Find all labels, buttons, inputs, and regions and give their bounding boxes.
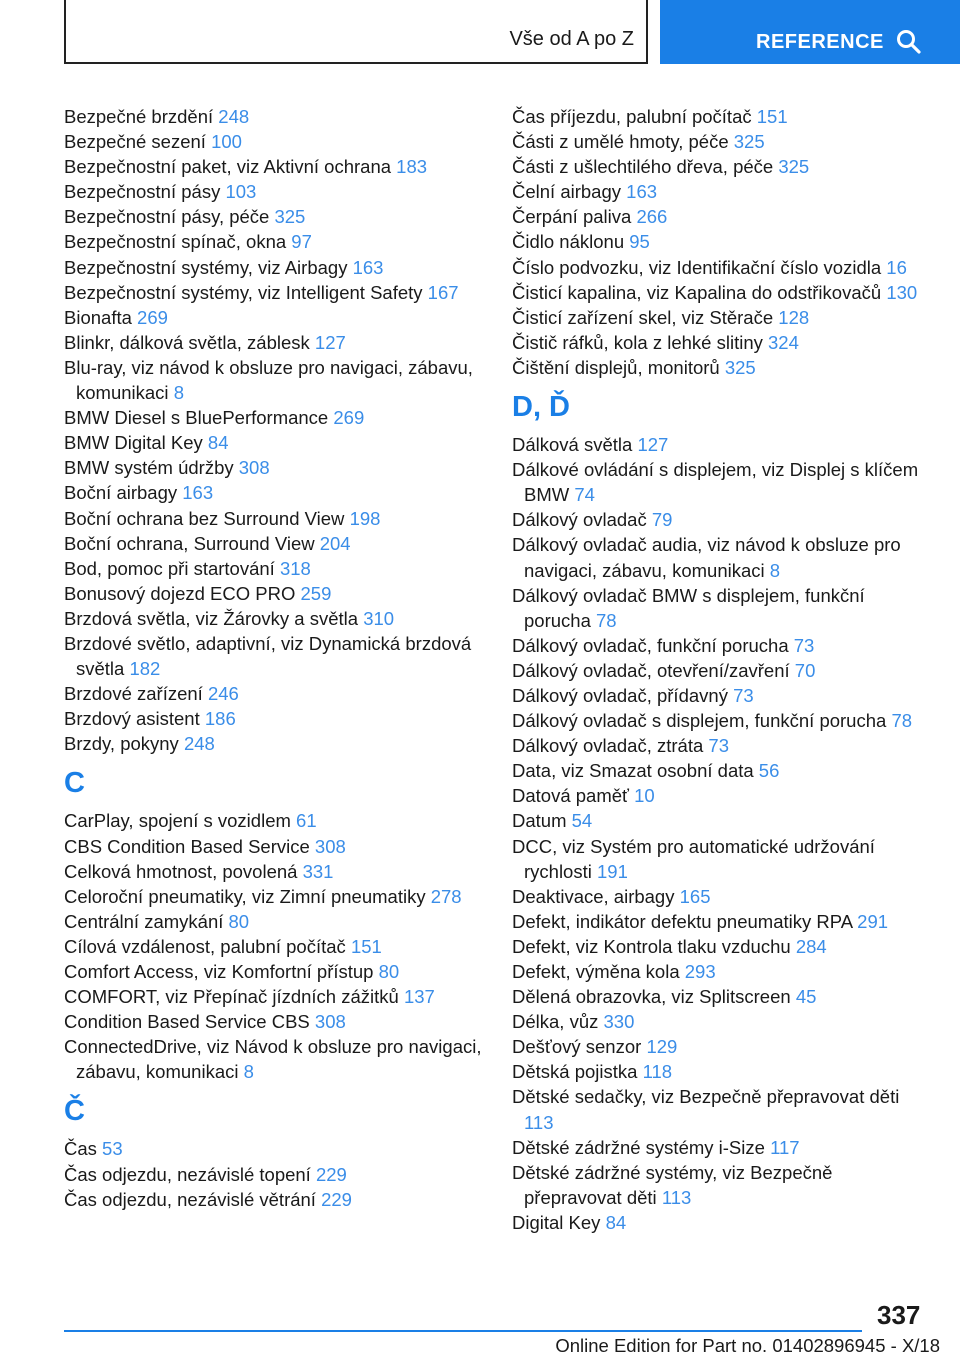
- entry-text: Condition Based Service CBS: [64, 1011, 310, 1033]
- entry-text: Dětská pojistka: [512, 1061, 638, 1083]
- entry-text: Čistič ráfků, kola z lehké slitiny: [512, 331, 763, 353]
- entry-text: Části z umělé hmoty, péče: [512, 131, 729, 153]
- entry-text: Čisticí zařízení skel, viz Stěrače: [512, 306, 774, 328]
- page-link[interactable]: 269: [333, 407, 365, 429]
- entry-text: Brzdové světlo, adaptivní, viz Dynamická brzdová světla: [64, 632, 472, 680]
- index-entry: [64, 154, 484, 179]
- section-heading: Č: [64, 1095, 85, 1128]
- index-entry: [512, 1009, 932, 1034]
- page-link[interactable]: 74: [574, 484, 595, 506]
- entry-text: Dálkový ovladač, ztráta: [512, 735, 704, 757]
- page-link[interactable]: 204: [319, 532, 351, 554]
- page-link[interactable]: 95: [629, 231, 650, 253]
- entry-text: BMW Diesel s BluePerformance: [64, 407, 329, 429]
- header-reference-tab[interactable]: [660, 0, 960, 64]
- page-link[interactable]: 84: [207, 432, 229, 454]
- entry-text: Celková hmotnost, povolená: [64, 860, 298, 882]
- entry-text: Defekt, viz Kontrola tlaku vzduchu: [512, 935, 791, 957]
- index-entry: [512, 532, 932, 582]
- entry-text: Bezpečnostní systémy, viz Airbagy: [64, 256, 348, 278]
- index-entry: [64, 1162, 484, 1187]
- index-entry: [512, 783, 932, 808]
- entry-text: Boční ochrana, Surround View: [64, 532, 315, 554]
- index-entry: [64, 330, 484, 355]
- index-entry: [512, 104, 932, 129]
- section-heading: C: [64, 767, 85, 800]
- page-link[interactable]: 127: [314, 331, 346, 353]
- entry-text: Bezpečné sezení: [64, 131, 206, 153]
- index-entry: [512, 457, 932, 507]
- entry-text: Celoroční pneumatiky, viz Zimní pneumatiky: [64, 885, 426, 907]
- page-link[interactable]: 56: [758, 760, 780, 782]
- index-entry: [512, 1210, 932, 1235]
- index-entry: [64, 430, 484, 455]
- entry-text: Čas odjezdu, nezávislé větrání: [64, 1188, 316, 1210]
- page-link[interactable]: 182: [129, 658, 161, 680]
- index-entry: [512, 1160, 932, 1210]
- entry-text: Dálkový ovladač, funkční porucha: [512, 634, 789, 656]
- page-link[interactable]: 278: [430, 885, 462, 907]
- index-entry: [64, 581, 484, 606]
- reference-label: REFERENCE: [756, 31, 884, 53]
- page-link[interactable]: 103: [225, 181, 257, 203]
- index-entry: [512, 1135, 932, 1160]
- page-link[interactable]: 291: [857, 910, 889, 932]
- entry-text: Blu-ray, viz návod k obsluze pro navigaci, zábavu, komunikaci: [64, 356, 473, 404]
- page-link[interactable]: 186: [204, 708, 236, 730]
- page-number: 337: [877, 1300, 921, 1330]
- page-link[interactable]: 293: [684, 961, 716, 982]
- index-entry: [512, 507, 932, 532]
- page-link[interactable]: 248: [218, 106, 250, 127]
- page-link[interactable]: 330: [603, 1011, 635, 1033]
- index-entry: [64, 556, 484, 581]
- page-link[interactable]: 229: [321, 1188, 352, 1210]
- entry-text: Bezpečné brzdění: [64, 106, 214, 127]
- entry-text: Dálkové ovládání s displejem, viz Displej s klíčem BMW: [512, 459, 919, 506]
- page-link[interactable]: 183: [396, 156, 428, 178]
- chapter-title: Vše od A po Z: [509, 28, 634, 50]
- entry-text: Data, viz Smazat osobní data: [512, 760, 754, 782]
- entry-text: Dětské zádržné systémy, viz Bezpečně přepravovat děti: [512, 1161, 833, 1208]
- page-link[interactable]: 73: [793, 634, 815, 656]
- index-entry: [512, 808, 932, 833]
- entry-text: Dětské sedačky, viz Bezpečně přepravovat děti: [512, 1086, 900, 1108]
- entry-text: Čisticí kapalina, viz Kapalina do odstřikovačů: [512, 281, 882, 303]
- entry-text: Části z ušlechtilého dřeva, péče: [512, 156, 774, 178]
- index-entry: [512, 758, 932, 783]
- index-entry: [64, 179, 484, 204]
- page-link[interactable]: 308: [314, 835, 346, 857]
- page-link[interactable]: 308: [314, 1011, 346, 1033]
- entry-text: Bezpečnostní systémy, viz Intelligent Safety: [64, 281, 423, 303]
- index-entry: [512, 204, 932, 229]
- page-link[interactable]: 127: [637, 434, 669, 456]
- index-entry: [64, 959, 484, 984]
- page-link[interactable]: 163: [352, 256, 384, 278]
- index-entry: [64, 506, 484, 531]
- index-entry: [512, 884, 932, 909]
- entry-text: BMW Digital Key: [64, 432, 203, 454]
- page-link[interactable]: 167: [427, 281, 459, 303]
- page-link[interactable]: 54: [571, 810, 593, 832]
- page-link[interactable]: 118: [642, 1061, 673, 1083]
- index-entry: [512, 984, 932, 1009]
- page-link[interactable]: 137: [403, 986, 435, 1008]
- entry-text: Bod, pomoc při startování: [64, 557, 275, 579]
- index-entry: [512, 1059, 932, 1084]
- page-link[interactable]: 229: [315, 1163, 347, 1185]
- entry-text: Bonusový dojezd ECO PRO: [64, 582, 296, 604]
- page-link[interactable]: 10: [634, 785, 655, 807]
- index-entry: [64, 480, 484, 505]
- index-entry: [64, 229, 484, 254]
- entry-text: Boční airbagy: [64, 482, 178, 504]
- page-link[interactable]: 246: [207, 683, 239, 705]
- index-entry: [64, 984, 484, 1009]
- entry-text: Číslo podvozku, viz Identifikační číslo vozidla: [512, 256, 882, 278]
- index-column-right: [512, 104, 932, 1235]
- page-link[interactable]: 61: [296, 810, 317, 832]
- page-link[interactable]: 78: [891, 710, 913, 732]
- entry-text: COMFORT, viz Přepínač jízdních zážitků: [64, 986, 399, 1008]
- entry-text: Čištění displejů, monitorů: [512, 356, 720, 378]
- index-entry: [64, 305, 484, 330]
- index-entry: [64, 731, 484, 756]
- index-entry: [512, 909, 932, 934]
- entry-text: Dálkový ovladač s displejem, funkční porucha: [512, 710, 887, 732]
- page-link[interactable]: 16: [886, 256, 907, 278]
- index-entry: [512, 179, 932, 204]
- footer-divider: [64, 1330, 862, 1332]
- index-entry: [64, 909, 484, 934]
- entry-text: DCC, viz Systém pro automatické udržování rychlosti: [512, 835, 875, 882]
- entry-text: Centrální zamykání: [64, 910, 224, 932]
- page-link[interactable]: 84: [605, 1211, 627, 1233]
- entry-text: Dálkový ovladač: [512, 509, 647, 531]
- page-link[interactable]: 325: [724, 356, 756, 378]
- entry-text: Dešťový senzor: [512, 1036, 642, 1058]
- entry-text: Čas odjezdu, nezávislé topení: [64, 1163, 311, 1185]
- entry-text: BMW systém údržby: [64, 457, 234, 479]
- index-entry: [512, 280, 932, 305]
- entry-text: Čas: [64, 1138, 97, 1160]
- index-entry: [64, 834, 484, 859]
- index-entry: [64, 255, 484, 280]
- page-link[interactable]: 151: [756, 106, 788, 127]
- index-entry: [64, 1034, 484, 1084]
- entry-text: Dálková světla: [512, 434, 633, 456]
- page-link[interactable]: 70: [794, 659, 816, 681]
- index-entry: [512, 934, 932, 959]
- page-link[interactable]: 191: [597, 860, 628, 882]
- entry-text: Dětské zádržné systémy i-Size: [512, 1136, 765, 1158]
- entry-text: Datová paměť: [512, 785, 629, 807]
- entry-text: Cílová vzdálenost, palubní počítač: [64, 935, 346, 957]
- index-entry: [512, 733, 932, 758]
- index-entry: [64, 884, 484, 909]
- page-link[interactable]: 53: [102, 1138, 123, 1160]
- page-link[interactable]: 73: [708, 735, 729, 757]
- index-entry: [64, 1187, 484, 1212]
- index-entry: [64, 531, 484, 556]
- index-entry: [64, 355, 484, 405]
- page-link[interactable]: 129: [646, 1036, 678, 1058]
- page-link[interactable]: 80: [228, 910, 250, 932]
- page-link[interactable]: 45: [795, 986, 817, 1008]
- entry-text: CBS Condition Based Service: [64, 835, 310, 857]
- page-link[interactable]: 113: [661, 1186, 692, 1208]
- footer-edition: Online Edition for Part no. 01402896945 - X/18: [555, 1335, 940, 1356]
- page-link[interactable]: 310: [363, 607, 395, 629]
- index-entry: [64, 204, 484, 229]
- page-link[interactable]: 163: [626, 181, 658, 203]
- entry-text: Bezpečnostní pásy: [64, 181, 221, 203]
- index-entry: [64, 104, 484, 129]
- index-column-left: [64, 104, 484, 1212]
- entry-text: Dálkový ovladač BMW s displejem, funkční porucha: [512, 584, 865, 631]
- entry-text: Bezpečnostní paket, viz Aktivní ochrana: [64, 156, 392, 178]
- index-entry: [64, 706, 484, 731]
- index-entry: [512, 129, 932, 154]
- page-link[interactable]: 284: [795, 935, 827, 957]
- section-heading: D, Ď: [512, 391, 570, 424]
- page-link[interactable]: 97: [291, 231, 312, 253]
- index-entry: [64, 808, 484, 833]
- page-link[interactable]: 151: [350, 935, 382, 957]
- page-link[interactable]: 269: [137, 306, 168, 328]
- index-entry: [64, 455, 484, 480]
- index-entry: [512, 432, 932, 457]
- index-entry: [64, 1136, 484, 1161]
- page-link[interactable]: 78: [596, 609, 617, 631]
- entry-text: Bezpečnostní spínač, okna: [64, 231, 287, 253]
- page-link[interactable]: 8: [243, 1061, 254, 1083]
- page-link[interactable]: 324: [768, 331, 799, 353]
- index-entry: [512, 658, 932, 683]
- entry-text: Boční ochrana bez Surround View: [64, 507, 345, 529]
- entry-text: Dálkový ovladač, přídavný: [512, 684, 728, 706]
- index-entry: [512, 1084, 932, 1134]
- entry-text: Čerpání paliva: [512, 206, 632, 228]
- page-link[interactable]: 113: [524, 1111, 554, 1133]
- page-link[interactable]: 198: [349, 507, 381, 529]
- index-entry: [512, 330, 932, 355]
- index-entry: [64, 129, 484, 154]
- index-entry: [64, 681, 484, 706]
- page-link[interactable]: 79: [651, 509, 673, 531]
- entry-text: Bezpečnostní pásy, péče: [64, 206, 270, 228]
- index-entry: [64, 280, 484, 305]
- entry-text: Dálkový ovladač audia, viz návod k obsluze pro navigaci, zábavu, komunikaci: [512, 534, 901, 581]
- index-entry: [64, 859, 484, 884]
- entry-text: Brzdové zařízení: [64, 683, 203, 705]
- page-link[interactable]: 8: [769, 559, 781, 581]
- entry-text: Defekt, indikátor defektu pneumatiky RPA: [512, 910, 853, 932]
- entry-text: Digital Key: [512, 1211, 601, 1233]
- page-link[interactable]: 128: [778, 306, 810, 328]
- page-link[interactable]: 325: [274, 206, 306, 228]
- page-link[interactable]: 259: [300, 582, 332, 604]
- index-entry: [64, 934, 484, 959]
- page-link[interactable]: 325: [733, 131, 765, 153]
- page-link[interactable]: 130: [886, 281, 918, 303]
- page-link[interactable]: 308: [238, 457, 270, 479]
- page-link[interactable]: 318: [279, 557, 311, 579]
- index-entry: [512, 154, 932, 179]
- index-entry: [512, 229, 932, 254]
- index-entry: [512, 959, 932, 984]
- page-link[interactable]: 266: [636, 206, 668, 228]
- entry-text: CarPlay, spojení s vozidlem: [64, 810, 291, 832]
- index-entry: [512, 1034, 932, 1059]
- page-link[interactable]: 163: [182, 482, 214, 504]
- index-entry: [512, 305, 932, 330]
- entry-text: Brzdy, pokyny: [64, 733, 179, 755]
- entry-text: ConnectedDrive, viz Návod k obsluze pro navigaci, zábavu, komunikaci: [64, 1036, 482, 1083]
- index-entry: [512, 708, 932, 733]
- index-entry: [512, 355, 932, 380]
- page-link[interactable]: 8: [173, 382, 184, 404]
- entry-text: Dělená obrazovka, viz Splitscreen: [512, 986, 791, 1008]
- page-link[interactable]: 165: [679, 885, 711, 907]
- entry-text: Comfort Access, viz Komfortní přístup: [64, 961, 374, 982]
- entry-text: Deaktivace, airbagy: [512, 885, 675, 907]
- entry-text: Brzdový asistent: [64, 708, 200, 730]
- index-entry: [512, 583, 932, 633]
- entry-text: Čidlo náklonu: [512, 231, 625, 253]
- index-entry: [512, 683, 932, 708]
- index-entry: [64, 405, 484, 430]
- index-entry: [64, 631, 484, 681]
- page-link[interactable]: 117: [770, 1136, 800, 1158]
- page-link[interactable]: 325: [778, 156, 810, 178]
- page-link[interactable]: 80: [378, 961, 400, 982]
- entry-text: Datum: [512, 810, 567, 832]
- entry-text: Brzdová světla, viz Žárovky a světla: [64, 607, 359, 629]
- index-entry: [64, 1009, 484, 1034]
- index-entry: [512, 255, 932, 280]
- page-link[interactable]: 73: [733, 684, 754, 706]
- page-link[interactable]: 248: [183, 733, 215, 755]
- index-entry: [512, 633, 932, 658]
- header-chapter-box: [64, 0, 648, 64]
- entry-text: Dálkový ovladač, otevření/zavření: [512, 659, 790, 681]
- entry-text: Defekt, výměna kola: [512, 961, 680, 982]
- page-link[interactable]: 100: [211, 131, 242, 153]
- entry-text: Čas příjezdu, palubní počítač: [512, 106, 752, 127]
- index-entry: [512, 834, 932, 884]
- search-icon[interactable]: [896, 29, 922, 55]
- index-entry: [64, 606, 484, 631]
- entry-text: Blinkr, dálková světla, záblesk: [64, 331, 310, 353]
- entry-text: Délka, vůz: [512, 1011, 599, 1033]
- page-link[interactable]: 331: [302, 860, 334, 882]
- entry-text: Čelní airbagy: [512, 181, 622, 203]
- entry-text: Bionafta: [64, 306, 132, 328]
